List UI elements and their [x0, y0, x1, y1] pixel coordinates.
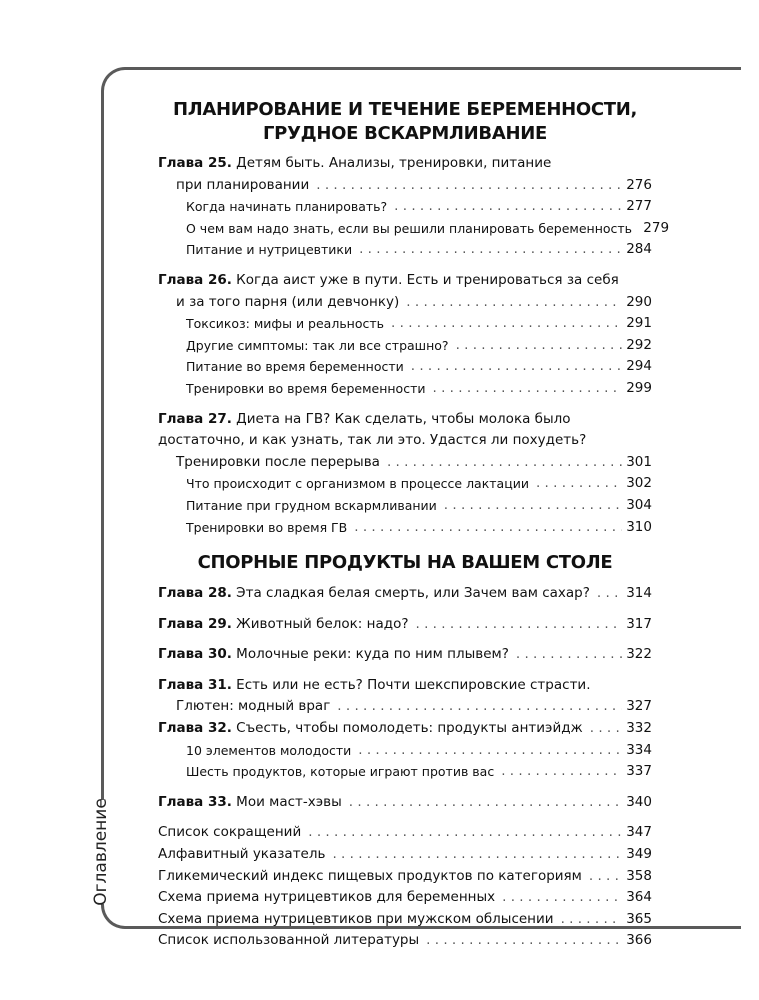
toc-appendix-entry[interactable]: Алфавитный указатель . . . 349: [158, 844, 652, 866]
toc-chapter-27-cont2[interactable]: Тренировки после перерыва . . . 301: [158, 452, 652, 474]
toc-entry[interactable]: Тренировки во время ГВ . . . 310: [158, 517, 652, 539]
toc-appendix-entry[interactable]: Список сокращений . . . 347: [158, 822, 652, 844]
toc-entry[interactable]: Питание при грудном вскармливании . . . 304: [158, 495, 652, 517]
toc: [158, 98, 670, 952]
section-heading-pregnancy: ПЛАНИРОВАНИЕ И ТЕЧЕНИЕ БЕРЕМЕННОСТИ, ГРУДНОЕ ВСКАРМЛИВАНИЕ: [172, 99, 638, 144]
toc-chapter-27[interactable]: Глава 27. Диета на ГВ? Как сделать, чтобы молока было: [158, 410, 571, 427]
section-heading-products: СПОРНЫЕ ПРОДУКТЫ НА ВАШЕМ СТОЛЕ: [197, 552, 613, 574]
toc-entry[interactable]: Другие симптомы: так ли все страшно? . . . 292: [158, 335, 652, 357]
side-tab-label: Оглавление: [91, 798, 111, 906]
toc-chapter-26-cont[interactable]: и за того парня (или девчонку) . . . 290: [158, 292, 652, 314]
toc-chapter-28[interactable]: Глава 28. Эта сладкая белая смерть, или Зачем вам сахар? . . . 314: [158, 583, 652, 605]
toc-appendix-entry[interactable]: Схема приема нутрицевтиков для беременных . . . 364: [158, 887, 652, 909]
toc-chapter-33[interactable]: Глава 33. Мои маст-хэвы . . . 340: [158, 792, 652, 814]
toc-appendix-entry[interactable]: Гликемический индекс пищевых продуктов по категориям . . . 358: [158, 866, 652, 888]
toc-chapter-31-cont[interactable]: Глютен: модный враг . . . 327: [158, 696, 652, 718]
toc-entry[interactable]: О чем вам надо знать, если вы решили планировать беременность 279: [186, 219, 670, 236]
toc-entry[interactable]: Шесть продуктов, которые играют против вас . . . 337: [158, 761, 652, 783]
toc-chapter-32[interactable]: Глава 32. Съесть, чтобы помолодеть: продукты антиэйдж . . . 332: [158, 718, 652, 740]
toc-chapter-29[interactable]: Глава 29. Животный белок: надо? . . . 317: [158, 614, 652, 636]
toc-chapter-25-cont[interactable]: при планировании . . . 276: [158, 175, 652, 197]
toc-chapter-30[interactable]: Глава 30. Молочные реки: куда по ним плывем? . . . 322: [158, 644, 652, 666]
toc-chapter-25[interactable]: Глава 25. Детям быть. Анализы, тренировки, питание: [158, 155, 552, 171]
toc-appendix-entry[interactable]: Список использованной литературы . . . 366: [158, 930, 652, 952]
toc-appendix-entry[interactable]: Схема приема нутрицевтиков при мужском облысении . . . 365: [158, 909, 652, 931]
toc-entry[interactable]: Тренировки во время беременности . . . 299: [158, 378, 652, 400]
toc-entry[interactable]: Что происходит с организмом в процессе лактации . . . 302: [158, 473, 652, 495]
toc-entry[interactable]: Токсикоз: мифы и реальность . . . 291: [158, 313, 652, 335]
toc-entry[interactable]: 10 элементов молодости . . . 334: [158, 740, 652, 762]
toc-entry[interactable]: Когда начинать планировать? . . . 277: [158, 196, 652, 218]
toc-entry[interactable]: Питание и нутрицевтики . . . 284: [158, 239, 652, 261]
side-tab: [84, 800, 118, 904]
toc-chapter-26[interactable]: Глава 26. Когда аист уже в пути. Есть и тренироваться за себя: [158, 271, 619, 288]
toc-chapter-31[interactable]: Глава 31. Есть или не есть? Почти шекспировские страсти.: [158, 676, 591, 693]
toc-chapter-27-cont: достаточно, и как узнать, так ли это. Удастся ли похудеть?: [158, 432, 587, 449]
toc-entry[interactable]: Питание во время беременности . . . 294: [158, 356, 652, 378]
